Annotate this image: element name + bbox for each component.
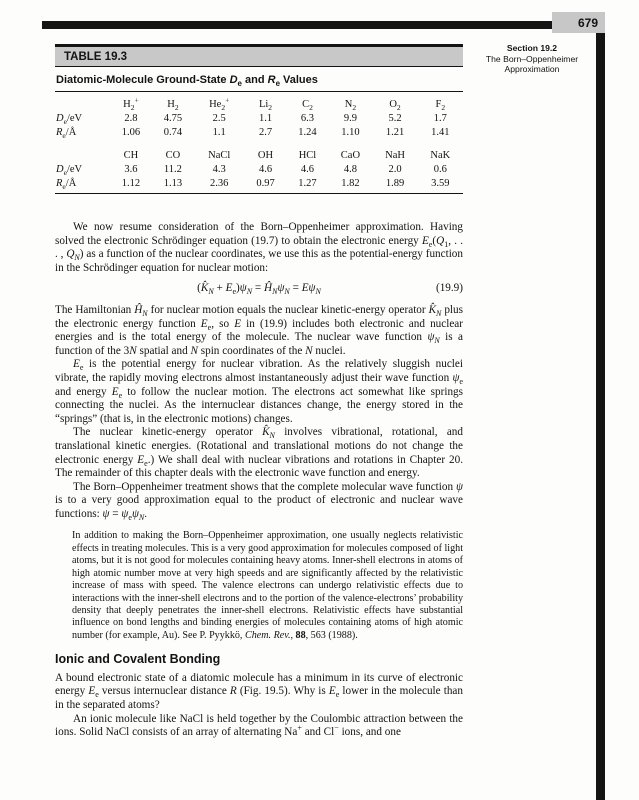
table-row [55,111,463,125]
paragraph: We now resume consideration of the Born–Oppenheimer approximation. Having solved the electronic Schrödinger equation (19.7) to obtain the electronic energy $E_e(Q_1$, . . . , $Q_N$) as a function of the nuclear coordinates, we use this as the potential-energy function in the Schrödinger equation for nuclear motion: [55,221,463,274]
table-cell: 1.06 [121,126,141,138]
table-cell: 1.21 [385,126,405,138]
molecule-header: $H_2^+$ [123,95,139,112]
row-label-de: $D_e/eV$ [56,112,83,126]
table-cell: 1.1 [212,126,226,138]
row-label-de: $D_e/eV$ [56,163,83,177]
running-head [468,43,596,75]
subsection-heading: Ionic and Covalent Bonding [55,652,221,667]
table-row [55,148,463,162]
table-cell: 1.12 [121,177,141,189]
body-text-column [55,221,463,740]
molecule-header: $F_2$ [435,98,446,112]
table-cell: 5.2 [388,112,402,124]
paragraph: A bound electronic state of a diatomic molecule has a minimum in its curve of electronic energy $E_e$ versus internuclear distance R (Fig. 19.5). Why is $E_e$ lower in the molecule than in the separated atoms? [55,671,463,711]
table-cell: 1.41 [431,126,450,138]
table-cell: 0.6 [433,163,447,175]
table-bottom-rule [55,190,463,194]
molecule-header: CH [123,149,139,161]
paragraph: The Hamiltonian $Ĥ_N$ for nuclear motion equals the nuclear kinetic-energy operator $K̂_N$ plus the electronic energy function $E_e$, so E in (19.9) includes both electronic and nuclear energies and is the total energy of the molecule. The nuclear wave function $\psi_N$ is a function of the 3N spatial and N spin coordinates of the N nuclei. [55,303,463,357]
molecule-header: $Li_2$ [258,98,273,112]
table-cell: 4.3 [212,163,226,175]
equation-19-9 [55,282,463,296]
molecule-header: $O_2$ [389,98,401,112]
table-cell [55,148,110,162]
table-cell: 1.27 [298,177,317,189]
table-cell: 4.75 [163,112,183,124]
table-cell: 1.1 [258,112,273,124]
table-row [55,125,463,139]
equation-formula: $(K̂_N + E_e)\psi_N$ = $Ĥ_N\psi_N = E\psi_N$ [197,282,321,297]
molecule-header: CO [165,149,181,161]
molecule-header: $H_2$ [167,98,179,112]
molecule-header: HCl [298,149,317,161]
table-spacer-row [55,139,463,148]
equation-number: (19.9) [435,282,463,295]
table-cell: 2.36 [210,177,229,189]
molecule-header: NaH [385,149,405,161]
paragraph: $E_e$ is the potential energy for nuclear vibration. As the relatively sluggish nuclei vibrate, the rapidly moving electrons almost instantaneously adjust their wave function $\psi_e$ and energy $E_e$ to follow the nuclear motion. The electrons act somewhat like springs connecting the nuclei. As the internuclear distances change, the energy stored in the “springs” (that is, in the electronic motions) changes. [55,358,463,425]
table-cell: 3.6 [124,163,138,175]
row-label-re: $R_e/Å$ [56,177,77,191]
small-print-note: In addition to making the Born–Oppenheimer approximation, one usually neglects relativistic effects in treating molecules. This is a very good approximation for molecules composed of light atoms, but it is not good for molecules containing heavy atoms. Inner-shell electrons in atoms of high atomic number move at very high speeds and are significantly affected by the relativistic increase of mass with speed. The valence electrons can undergo relativistic effects due to interactions with the inner-shell electrons and to the portion of the valence-electrons’ probability density that deeply penetrates the inner-shell electrons. Relativistic effects have substantial influence on bond lengths and binding energies of molecules containing atoms of high atomic number (for example, Au). See P. Pyykkö, Chem. Rev., 88, 563 (1988). [72,530,463,641]
table-cell: 2.7 [258,126,273,138]
top-rule-bar [42,21,597,29]
section-title-line2: Approximation [504,64,560,74]
molecule-header: CaO [340,149,361,161]
molecule-header: $He_2^+$ [209,95,230,112]
molecule-header: OH [257,149,274,161]
table-label: TABLE 19.3 [55,47,463,67]
table-cell: 4.8 [343,163,357,175]
molecule-header: $C_2$ [302,98,313,112]
table-cell: 6.3 [300,112,315,124]
molecule-header: $N_2$ [344,98,357,112]
table-cell: 4.6 [300,163,315,175]
table-cell: 4.6 [258,163,273,175]
table-cell: 2.5 [212,112,226,124]
paragraph: The Born–Oppenheimer treatment shows that the complete molecular wave function ψ is to a very good approximation equal to the product of electronic and nuclear wave functions: $\psi = \psi_e\psi_N$. [55,480,463,523]
table-title: Diatomic-Molecule Ground-State $D_e$ and $R_e$ Values [55,67,463,92]
page-number: 679 [552,12,605,33]
page-edge-bar [596,21,605,800]
table-cell: 1.10 [341,126,360,138]
paragraph: The nuclear kinetic-energy operator $K̂_N$ involves vibrational, rotational, and translational kinetic energies. (Rotational and translational motions do not change the electronic energy $E_e$.) We shall deal with nuclear vibrations and rotations in Chapter 20. The remainder of this chapter deals with the electronic wave function and energy. [55,426,464,480]
table-row [55,176,463,190]
table-cell: 0.97 [256,177,275,189]
table-cell: 1.13 [163,177,183,189]
table-row [55,97,463,111]
table-cell: 1.7 [433,112,447,124]
table-row [55,162,463,176]
table-cell: 0.74 [163,126,183,138]
table-cell: 11.2 [163,163,182,175]
table-cell [55,97,110,111]
table-cell: 2.8 [124,112,138,124]
table-cell: 2.0 [388,163,402,175]
section-label: Section 19.2 [506,43,558,53]
table-19-3 [55,44,463,194]
molecule-header: NaCl [208,149,231,161]
table-cell: 1.24 [298,126,317,138]
paragraph: An ionic molecule like NaCl is held together by the Coulombic attraction between the ions. Solid NaCl consists of an array of alternating Na+ and Cl− ions, and one [55,712,463,739]
section-title-line1: The Born–Oppenheimer [485,53,579,64]
table-cell: 3.59 [431,177,450,189]
table-cell: 9.9 [343,112,357,124]
table-cell: 1.89 [385,177,405,189]
molecule-header: NaK [430,149,451,161]
table-cell: 1.82 [341,177,360,189]
diatomic-values-table [55,97,463,190]
row-label-re: $R_e/Å$ [56,126,77,140]
